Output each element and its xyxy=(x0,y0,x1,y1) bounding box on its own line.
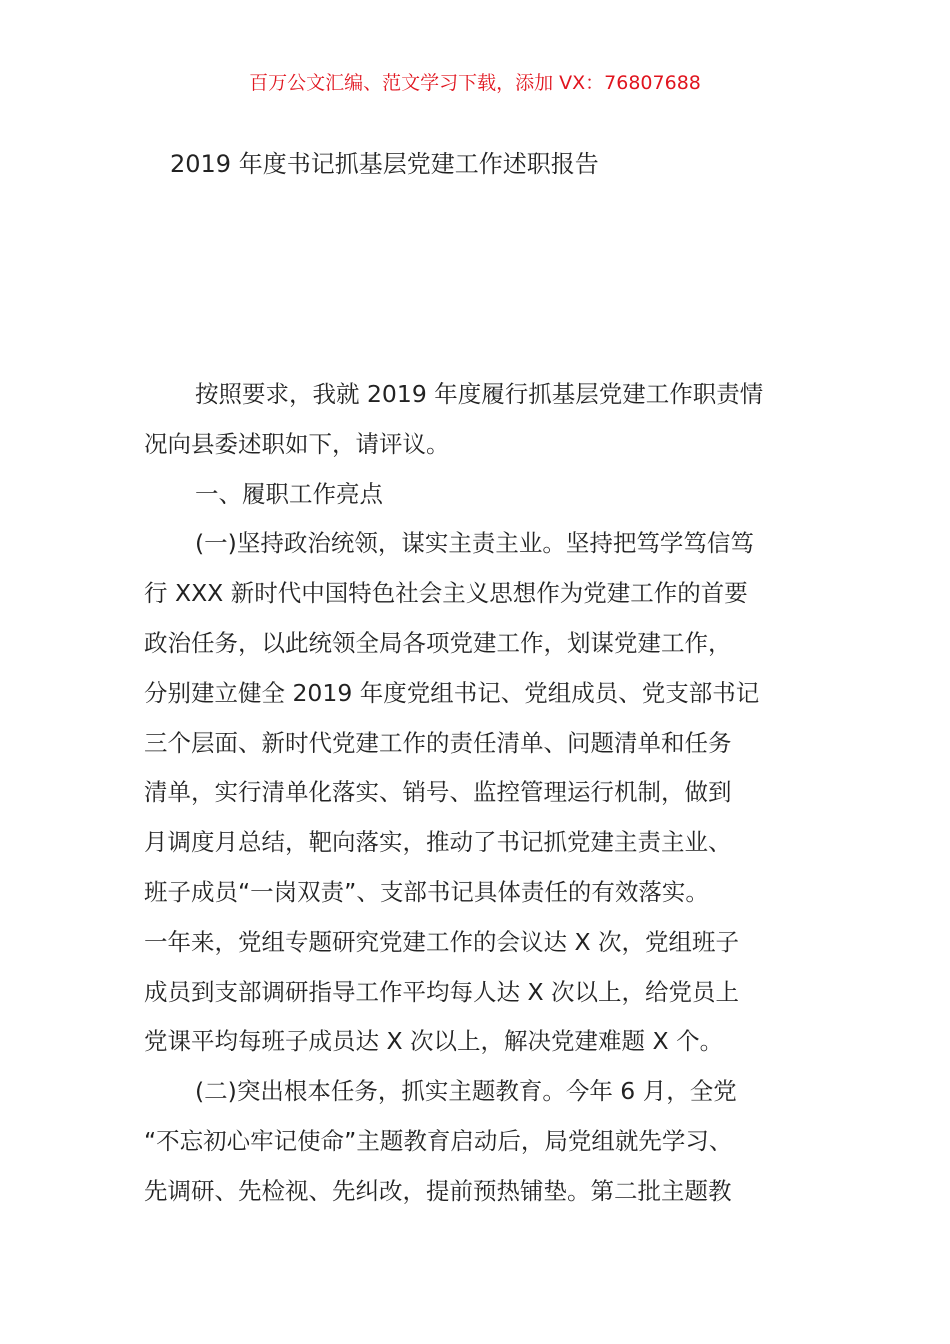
paragraph-line: 班子成员“一岗双责”、支部书记具体责任的有效落实。 xyxy=(144,877,709,906)
document-title: 2019 年度书记抓基层党建工作述职报告 xyxy=(170,150,599,178)
paragraph-line: 成员到支部调研指导工作平均每人达 X 次以上，给党员上 xyxy=(144,977,740,1006)
paragraph-line: 分别建立健全 2019 年度党组书记、党组成员、党支部书记 xyxy=(144,678,760,707)
paragraph-line: 党课平均每班子成员达 X 次以上，解决党建难题 X 个。 xyxy=(144,1027,724,1056)
paragraph-line: 况向县委述职如下，请评议。 xyxy=(144,429,450,458)
paragraph-line: 先调研、先检视、先纠改，提前预热铺垫。第二批主题教 xyxy=(144,1176,732,1205)
paragraph-line: 一年来，党组专题研究党建工作的会议达 X 次，党组班子 xyxy=(144,927,740,956)
paragraph-line: 月调度月总结，靶向落实，推动了书记抓党建主责主业、 xyxy=(144,828,732,857)
paragraph-line: 清单，实行清单化落实、销号、监控管理运行机制，做到 xyxy=(144,778,732,807)
paragraph-line: (一)坚持政治统领，谋实主责主业。坚持把笃学笃信笃 xyxy=(195,529,754,558)
paragraph-line: 一、履职工作亮点 xyxy=(195,479,383,508)
paragraph-line: 按照要求，我就 2019 年度履行抓基层党建工作职责情 xyxy=(195,380,764,408)
watermark-banner: 百万公文汇编、范文学习下载，添加 VX：76807688 xyxy=(249,72,701,94)
paragraph-line: “不忘初心牢记使命”主题教育启动后，局党组就先学习、 xyxy=(144,1126,733,1155)
paragraph-line: 三个层面、新时代党建工作的责任清单、问题清单和任务 xyxy=(144,728,732,757)
paragraph-line: 行 XXX 新时代中国特色社会主义思想作为党建工作的首要 xyxy=(144,579,748,608)
paragraph-line: (二)突出根本任务，抓实主题教育。今年 6 月，全党 xyxy=(195,1077,737,1106)
paragraph-line: 政治任务，以此统领全局各项党建工作，划谋党建工作， xyxy=(144,628,732,657)
document-body xyxy=(144,372,824,1219)
